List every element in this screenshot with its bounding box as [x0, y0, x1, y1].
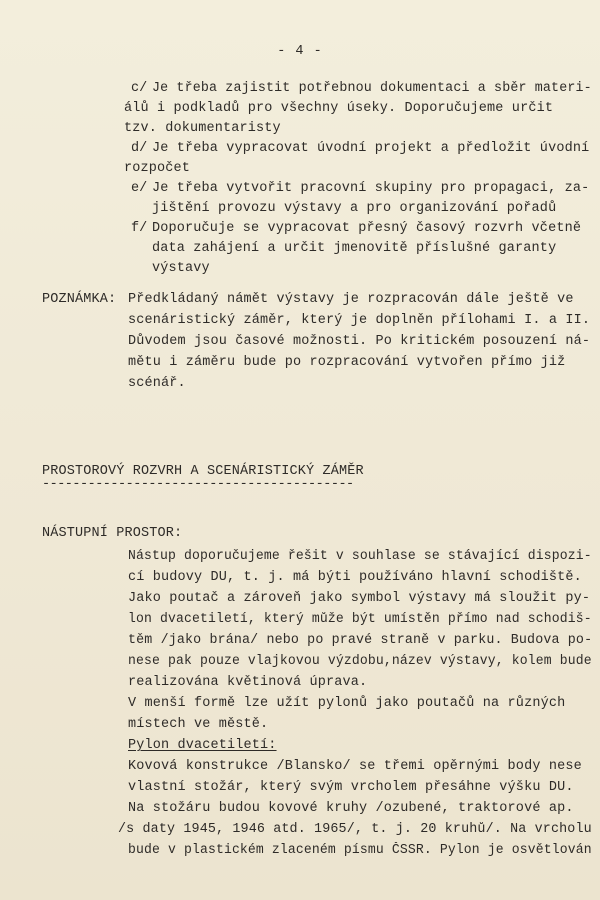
note-line: Předkládaný námět výstavy je rozpracován dále ještě ve	[128, 292, 574, 307]
list-item-line: álů i podkladů pro všechny úseky. Doporučujeme určit	[124, 101, 554, 116]
note-line: mětu i záměru bude po rozpracování vytvořen přímo již	[128, 355, 566, 370]
list-item-line: data zahájení a určit jmenovitě příslušné garanty	[152, 241, 557, 256]
pylon-line: Kovová konstrukce /Blansko/ se třemi opěrnými body nese	[128, 759, 582, 774]
note-label: POZNÁMKA:	[42, 292, 117, 307]
list-item-line: jištění provozu výstavy a pro organizování pořadů	[152, 201, 557, 216]
pylon-line: /s daty 1945, 1946 atd. 1965/, t. j. 20 kruhů/. Na vrcholu	[118, 822, 592, 837]
body-line: cí budovy DU, t. j. má býti používáno hlavní schodiště.	[128, 570, 582, 585]
list-item-line: výstavy	[152, 261, 210, 276]
section-heading-underline: -----------------------------------------	[42, 477, 354, 492]
list-item-line: Je třeba vytvořit pracovní skupiny pro propagaci, za-	[152, 181, 590, 196]
pylon-line: Na stožáru budou kovové kruhy /ozubené, traktorové ap.	[128, 801, 574, 816]
section-heading: PROSTOROVÝ ROZVRH A SCENÁRISTICKÝ ZÁMĚR	[42, 464, 364, 479]
list-item-line: rozpočet	[124, 161, 191, 176]
pylon-heading: Pylon dvacetiletí:	[128, 738, 277, 753]
body-line: Nástup doporučujeme řešit v souhlase se stávající dispozi-	[128, 549, 592, 564]
list-item-line: Je třeba zajistit potřebnou dokumentaci a sběr materi-	[152, 81, 592, 96]
list-item-label: c/	[131, 81, 148, 96]
body-line: Jako poutač a zároveň jako symbol výstavy má sloužit py-	[128, 591, 591, 606]
list-item-line: tzv. dokumentaristy	[124, 121, 281, 136]
body-line: lon dvacetiletí, který může být umístěn přímo nad schodiš-	[128, 612, 592, 627]
subheading: NÁSTUPNÍ PROSTOR:	[42, 526, 183, 541]
pylon-line: bude v plastickém zlaceném písmu ČSSR. Pylon je osvětlován	[128, 843, 592, 858]
note-line: scénář.	[128, 376, 186, 391]
body-line: realizována květinová úprava.	[128, 675, 368, 690]
body-line: nese pak pouze vlajkovou výzdobu,název výstavy, kolem bude	[128, 654, 592, 669]
pylon-line: vlastní stožár, který svým vrcholem přesáhne výšku DU.	[128, 780, 574, 795]
note-line: Důvodem jsou časové možnosti. Po kritickém posouzení ná-	[128, 334, 591, 349]
list-item-label: d/	[131, 141, 148, 156]
page-number: - 4 -	[277, 44, 323, 59]
list-item-label: e/	[131, 181, 148, 196]
list-item-label: f/	[131, 221, 148, 236]
list-item-line: Je třeba vypracovat úvodní projekt a předložit úvodní	[152, 141, 590, 156]
body-line: V menší formě lze užít pylonů jako poutačů na různých	[128, 696, 566, 711]
note-line: scenáristický záměr, který je doplněn přílohami I. a II.	[128, 313, 591, 328]
body-line: těm /jako brána/ nebo po pravé straně v parku. Budova po-	[128, 633, 593, 648]
body-line: místech ve městě.	[128, 717, 269, 732]
list-item-line: Doporučuje se vypracovat přesný časový rozvrh včetně	[152, 221, 582, 236]
